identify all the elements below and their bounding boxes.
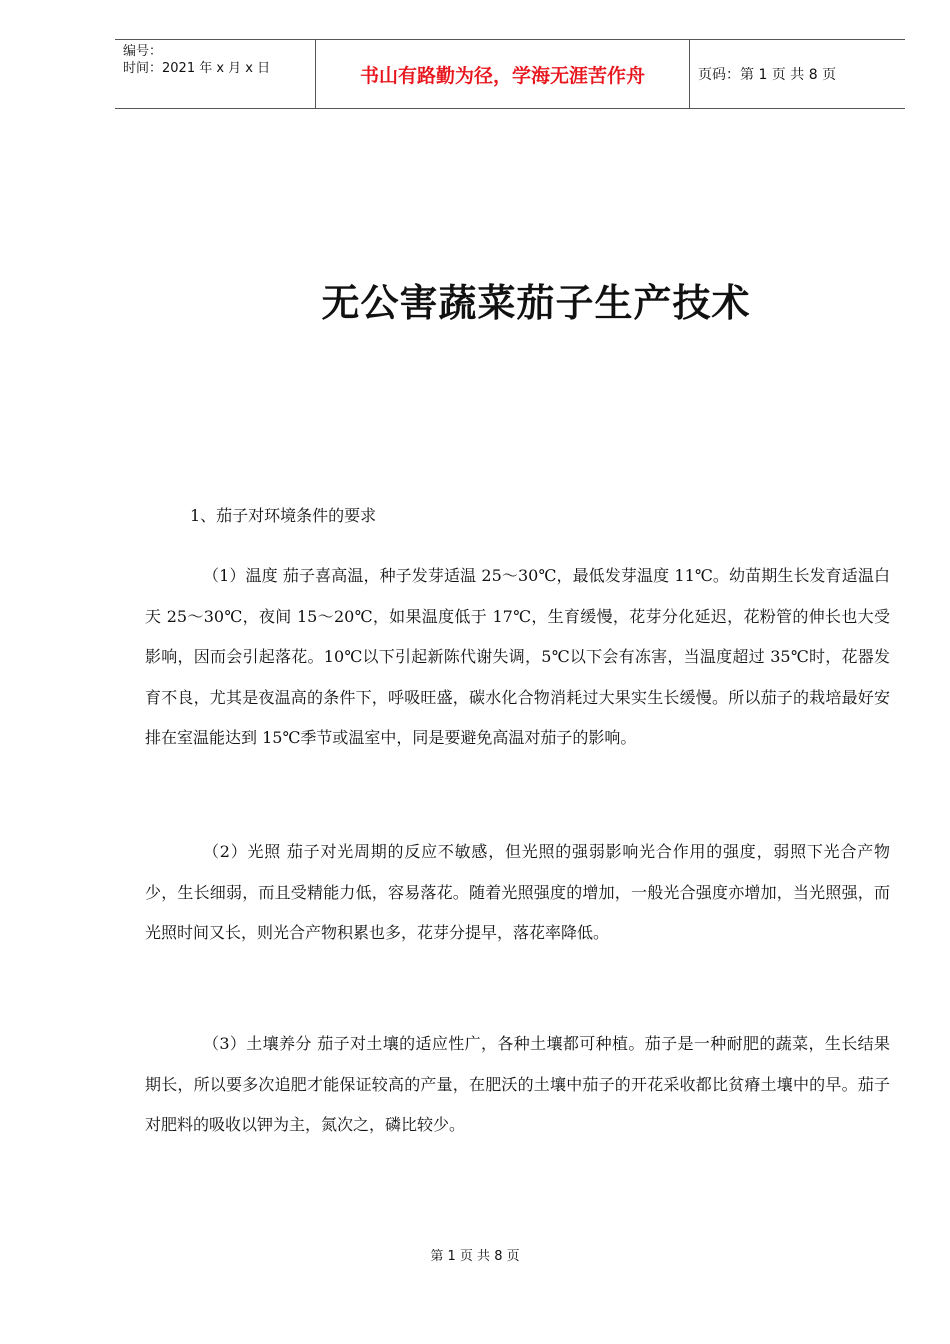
- page-footer: 第 1 页 共 8 页: [430, 1249, 520, 1264]
- page-header: [115, 39, 905, 109]
- paragraph-soil: （3）土壤养分 茄子对土壤的适应性广，各种土壤都可种植。茄子是一种耐肥的蔬菜，生长结果期长，所以要多次追肥才能保证较高的产量，在肥沃的土壤中茄子的开花采收都比贫瘠土壤中的早。茄子对肥料的吸收以钾为主，氮次之，磷比较少。: [145, 1034, 890, 1135]
- serial-label: 编号：: [123, 44, 163, 59]
- header-motto: 书山有路勤为径，学海无涯苦作舟: [316, 40, 690, 108]
- date-line: 时间：2021 年 x 月 x 日: [123, 61, 271, 76]
- paragraph-temperature: （1）温度 茄子喜高温，种子发芽适温 25～30℃，最低发芽温度 11℃。幼苗期生长发育适温白天 25～30℃，夜间 15～20℃，如果温度低于 17℃，生育缓慢，花芽分化延迟，花粉管的伸长也大受影响，因而会引起落花。10℃以下引起新陈代谢失调，5℃以下会有冻害，当温度超过 35℃时，花器发育不良，尤其是夜温高的条件下，呼吸旺盛，碳水化合物消耗过大果实生长缓慢。所以茄子的栽培最好安排在室温能达到 15℃季节或温室中，同是要避免高温对茄子的影响。: [145, 566, 890, 748]
- paragraph-light: （2）光照 茄子对光周期的反应不敏感，但光照的强弱影响光合作用的强度，弱照下光合产物少，生长细弱，而且受精能力低，容易落花。随着光照强度的增加，一般光合强度亦增加，当光照强，而光照时间又长，则光合产物积累也多，花芽分提早，落花率降低。: [145, 842, 890, 943]
- section-heading: 1、茄子对环境条件的要求: [190, 506, 377, 525]
- header-page-info: 页码：第 1 页 共 8 页: [698, 67, 837, 83]
- header-meta: [115, 40, 316, 108]
- document-title: 无公害蔬菜茄子生产技术: [321, 281, 751, 325]
